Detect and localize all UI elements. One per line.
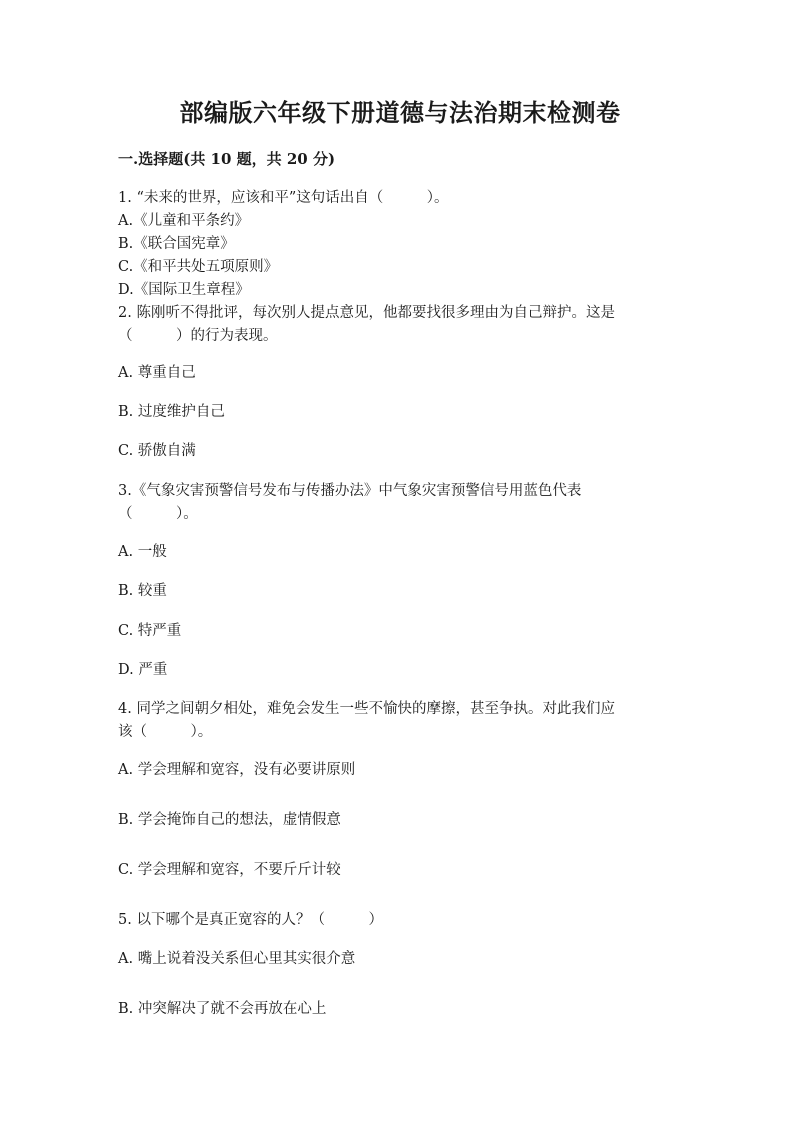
exam-title: 部编版六年级下册道德与法治期末检测卷 <box>179 98 621 127</box>
question-3-option-d: D. 严重 <box>118 662 168 678</box>
question-4-stem-line-1: 4. 同学之间朝夕相处，难免会发生一些不愉快的摩擦，甚至争执。对此我们应 <box>118 701 615 717</box>
question-2-option-b: B. 过度维护自己 <box>118 404 225 420</box>
question-3-stem-line-2: （ ）。 <box>118 506 198 522</box>
question-5-stem: 5. 以下哪个是真正宽容的人？（ ） <box>118 912 383 928</box>
question-3-option-c: C. 特严重 <box>118 623 182 639</box>
section-heading: 一.选择题(共 10 题，共 20 分) <box>118 150 336 168</box>
question-1-option-d: D.《国际卫生章程》 <box>118 282 250 298</box>
question-5-option-a: A. 嘴上说着没关系但心里其实很介意 <box>118 951 356 967</box>
question-1-option-a: A.《儿童和平条约》 <box>118 213 250 229</box>
question-4-option-b: B. 学会掩饰自己的想法，虚情假意 <box>118 812 341 828</box>
question-2-option-a: A. 尊重自己 <box>118 365 196 381</box>
question-5-option-b: B. 冲突解决了就不会再放在心上 <box>118 1001 327 1017</box>
question-1-option-b: B.《联合国宪章》 <box>118 236 235 252</box>
question-2-option-c: C. 骄傲自满 <box>118 443 196 459</box>
question-4-stem-line-2: 该（ ）。 <box>118 724 213 740</box>
question-4-option-a: A. 学会理解和宽容，没有必要讲原则 <box>118 762 356 778</box>
question-2-stem-line-2: （ ）的行为表现。 <box>118 328 278 344</box>
question-1-stem: 1. “未来的世界，应该和平”这句话出自（ ）。 <box>118 190 449 206</box>
question-2-stem-line-1: 2. 陈刚听不得批评，每次别人提点意见，他都要找很多理由为自己辩护。这是 <box>118 305 615 321</box>
question-3-option-a: A. 一般 <box>118 544 167 560</box>
question-3-stem-line-1: 3.《气象灾害预警信号发布与传播办法》中气象灾害预警信号用蓝色代表 <box>118 483 582 499</box>
question-1-option-c: C.《和平共处五项原则》 <box>118 259 279 275</box>
question-4-option-c: C. 学会理解和宽容，不要斤斤计较 <box>118 862 341 878</box>
question-3-option-b: B. 较重 <box>118 583 167 599</box>
